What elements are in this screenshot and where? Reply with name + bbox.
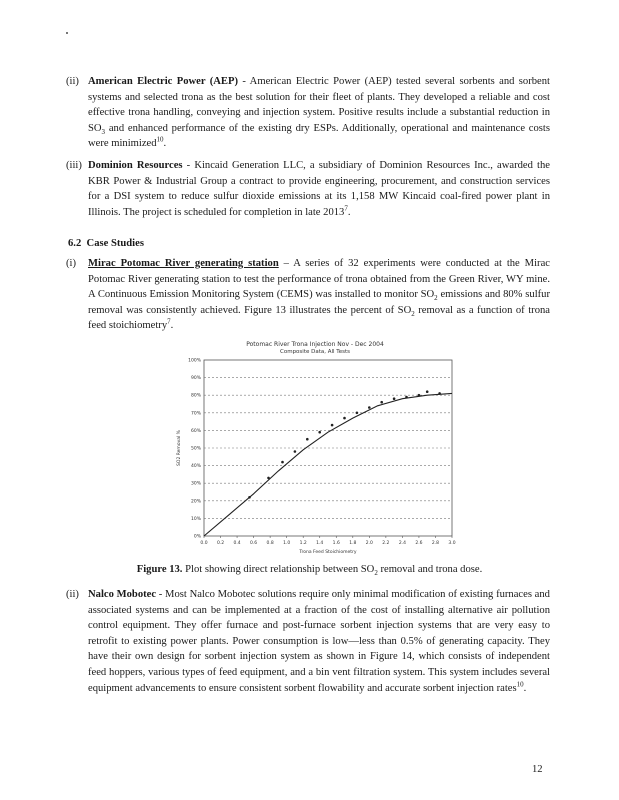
data-point	[318, 431, 321, 434]
paragraph	[88, 587, 550, 696]
list-item-nalco	[66, 587, 550, 696]
data-point	[306, 438, 309, 441]
x-tick-label: 0.6	[250, 541, 258, 546]
data-point	[281, 461, 284, 464]
x-axis-label: Trona Feed Stoichiometry	[299, 550, 357, 555]
item-heading: Nalco Mobotec	[88, 589, 157, 600]
x-tick-label: 1.8	[349, 541, 357, 546]
item-heading: Mirac Potomac River generating station	[88, 258, 279, 269]
x-tick-label: 1.2	[299, 541, 307, 546]
citation: 7	[344, 204, 348, 213]
paragraph-text: removal as a function of trona feed stoichiometry	[88, 304, 550, 332]
paragraph-text: - American Electric Power (AEP) tested several sorbents and sorbent systems and selected trona as the best solution for their fleet of plants. They developed a reliable and cost effective trona handling, conveying and injection system. Positive results include a substantial reduction in SO	[88, 76, 550, 134]
list-item-dominion	[66, 158, 550, 220]
data-point	[267, 477, 270, 480]
caption-text: Plot showing direct relationship between SO	[182, 564, 375, 575]
x-tick-label: 2.4	[398, 541, 406, 546]
list-item-number: (iii)	[66, 160, 82, 171]
x-tick-label: 2.6	[415, 541, 423, 546]
paragraph-text: and enhanced performance of the existing dry ESPs. Additionally, operational and maintenance costs were minimized	[88, 122, 550, 150]
list-item-number: (ii)	[66, 589, 79, 600]
y-tick-label: 20%	[190, 499, 201, 505]
list-item-aep	[66, 74, 550, 152]
x-tick-label: 0.4	[233, 541, 241, 546]
data-point	[248, 496, 251, 499]
x-tick-label: 3.0	[448, 541, 456, 546]
figure-caption	[0, 562, 619, 578]
figure-13	[170, 334, 460, 556]
paragraph-text: – A series of 32 experiments were conducted at the Mirac Potomac River generating station to test the performance of trona obtained from the Green River, WY mine. A Continuous Emission Monitoring System (CEMS) was installed to monitor SO	[88, 258, 550, 301]
x-tick-label: 0.8	[266, 541, 274, 546]
y-tick-label: 30%	[190, 481, 201, 487]
page-number: 12	[532, 764, 543, 775]
item-heading: American Electric Power (AEP)	[88, 76, 238, 87]
x-tick-label: 0.2	[216, 541, 225, 546]
data-point	[393, 397, 396, 400]
section-number: 6.2	[68, 238, 82, 249]
data-point	[380, 401, 383, 404]
paragraph-end: .	[347, 206, 351, 218]
data-point	[368, 406, 371, 409]
y-tick-label: 60%	[190, 428, 201, 434]
y-tick-label: 70%	[190, 411, 201, 417]
chart-background	[170, 334, 460, 556]
caption-label: Figure 13.	[136, 564, 183, 575]
subscript: 2	[411, 309, 415, 318]
subscript: 2	[374, 569, 378, 578]
citation: 10	[156, 135, 164, 144]
data-point	[343, 417, 346, 420]
list-item-number: (ii)	[66, 76, 79, 87]
section-title: Case Studies	[86, 238, 144, 249]
caption-text: removal and trona dose.	[377, 564, 483, 575]
y-tick-label: 10%	[190, 516, 201, 522]
paragraph-end: .	[523, 682, 527, 694]
x-tick-label: 1.6	[332, 541, 340, 546]
subscript: 2	[434, 294, 438, 303]
citation: 10	[516, 680, 524, 689]
y-tick-label: 90%	[190, 376, 201, 382]
paragraph-end: .	[163, 138, 167, 150]
paragraph	[88, 74, 550, 152]
paragraph-text: emissions and 80% sulfur removal was consistently achieved. Figure 13 illustrates the percent of SO	[88, 289, 550, 316]
data-point	[418, 394, 421, 397]
y-tick-label: 80%	[190, 393, 201, 399]
scan-speck	[66, 32, 68, 34]
data-point	[331, 424, 334, 427]
so2-removal-chart	[170, 334, 460, 556]
chart-subtitle: Composite Data, All Tests	[280, 349, 350, 355]
paragraph	[88, 158, 550, 220]
data-point	[438, 392, 441, 395]
data-point	[356, 412, 359, 415]
y-tick-label: 40%	[190, 464, 201, 470]
x-tick-label: 2.8	[431, 541, 440, 546]
x-tick-label: 0.0	[200, 541, 208, 546]
subscript: 3	[101, 127, 106, 136]
x-tick-label: 2.2	[382, 541, 390, 546]
data-point	[426, 390, 429, 393]
x-tick-label: 1.0	[283, 541, 291, 546]
paragraph-text: - Kincaid Generation LLC, a subsidiary of Dominion Resources Inc., awarded the KBR Power & Industrial Group a contract to provide engineering, procurement, and construction services for a DSI system to reduce sulfur dioxide emissions at its 1,158 MW Kincaid coal-fired power plant in Illinois. The project is scheduled for completion in late 2013	[88, 160, 550, 218]
list-item-mirac	[66, 256, 550, 334]
y-tick-label: 0%	[193, 534, 201, 540]
paragraph	[88, 256, 550, 334]
item-heading: Dominion Resources	[88, 160, 183, 171]
y-axis-label: SO2 Removal %	[177, 430, 182, 466]
paragraph-end: .	[170, 320, 174, 332]
list-item-number: (i)	[66, 258, 76, 269]
y-tick-label: 50%	[190, 446, 201, 452]
section-heading	[68, 236, 144, 252]
data-point	[405, 396, 408, 399]
y-tick-label: 100%	[188, 358, 201, 364]
paragraph-text: - Most Nalco Mobotec solutions require only minimal modification of existing furnaces and associated systems and can be implemented at a fraction of the cost of installing alternative air pollution control equipment. They offer furnace and post-furnace sorbent injection systems that are very easy to retrofit to existing power plants. Power consumption is low—less than 0.5% of generating capacity. They have their own design for sorbent injection system as shown in Figure 14, which consists of independent feed hoppers, various types of feed equipment, and a bin vent filtration system. This system includes several equipment advancements to ensure consistent sorbent flowability and accurate sorbent injection rates	[88, 589, 550, 694]
data-point	[294, 450, 297, 453]
citation: 7	[167, 317, 171, 326]
x-tick-label: 1.4	[316, 541, 324, 546]
chart-title: Potomac River Trona Injection Nov - Dec 2004	[246, 341, 384, 348]
x-tick-label: 2.0	[365, 541, 373, 546]
